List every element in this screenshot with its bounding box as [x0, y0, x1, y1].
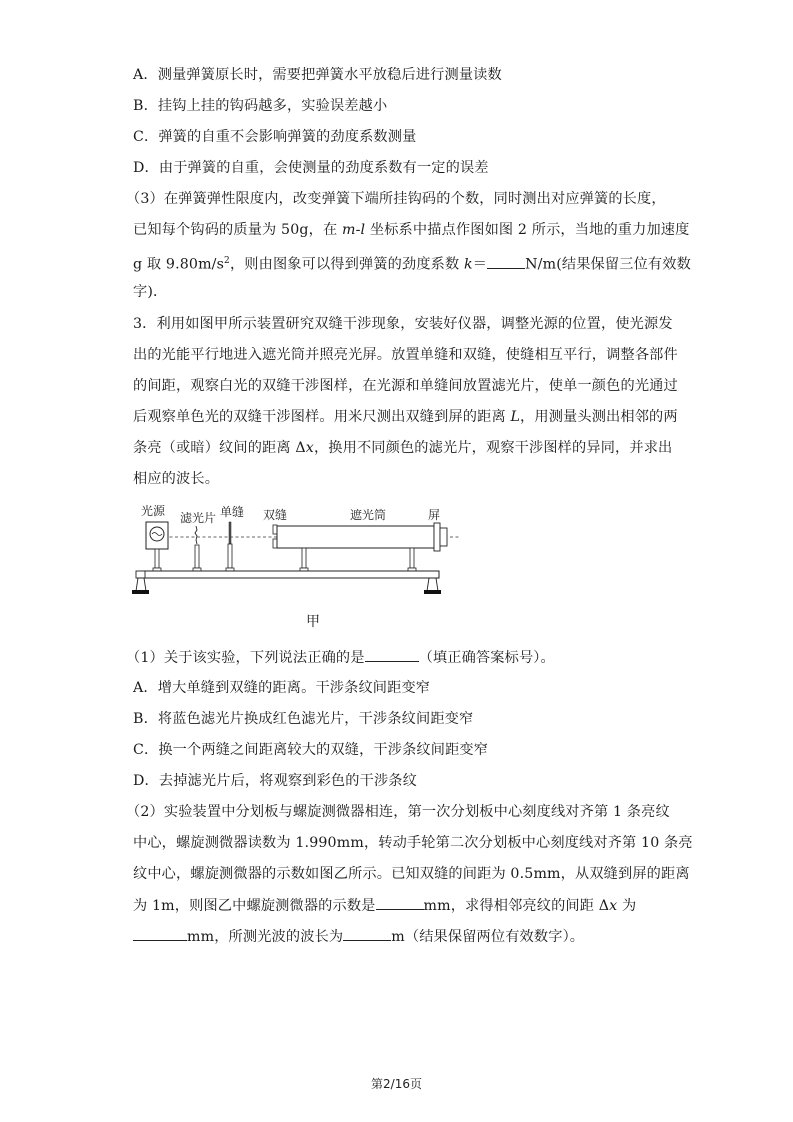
- screen-icon: [434, 523, 447, 551]
- option-label: D．: [133, 160, 159, 176]
- q3-part2-line5: [133, 926, 584, 947]
- q2-part3-line3: [133, 251, 691, 275]
- page-indicator: 第2/16页: [371, 1077, 422, 1091]
- option-text: 增大单缝到双缝的距离。干涉条纹间距变窄: [157, 680, 431, 696]
- filter-icon: [193, 526, 201, 571]
- q2-option-d: [133, 158, 489, 178]
- answer-blank-k[interactable]: [487, 254, 525, 269]
- light-shield-tube: [277, 526, 434, 571]
- text: ，则由图象可以得到弹簧的劲度系数: [229, 256, 464, 273]
- q3-part2-line4: [133, 895, 636, 916]
- option-text: 测量弹簧原长时，需要把弹簧水平放稳后进行测量读数: [157, 67, 502, 83]
- optical-bench: [132, 571, 441, 594]
- option-text: 去掉滤光片后，将观察到彩色的干涉条纹: [158, 773, 417, 789]
- text: 坐标系中描点作图如图 2 所示，当地的重力加速度: [365, 222, 690, 238]
- text: ，换用不同颜色的滤光片，观察干涉图样的异同，并求出: [313, 440, 673, 456]
- q3-part2-line2: 中心，螺旋测微器读数为 1.990mm，转动手轮第二次分划板中心刻度线对齐第 10 条亮: [133, 835, 693, 851]
- q3-part1-stem: [126, 647, 555, 668]
- label-filter: 滤光片: [180, 511, 217, 525]
- option-text: 将蓝色滤光片换成红色滤光片，干涉条纹间距变窄: [157, 711, 474, 727]
- text: mm，求得相邻亮纹的间距 Δ: [423, 898, 610, 914]
- variable-L: L: [510, 409, 521, 425]
- answer-blank-reading[interactable]: [376, 895, 424, 910]
- q3-intro-line6: 相应的波长。: [133, 471, 220, 487]
- double-slit-apparatus-diagram: [128, 498, 468, 608]
- answer-blank-wavelength[interactable]: [343, 926, 391, 941]
- q3-option-d: [133, 771, 417, 791]
- text: m（结果保留两位有效数字）。: [391, 929, 585, 945]
- option-label: A．: [133, 680, 158, 696]
- text: ，用测量头测出相邻的两: [520, 409, 678, 425]
- label-single-slit: 单缝: [220, 505, 245, 519]
- text: 为: [617, 898, 637, 914]
- q3-intro-line5: [133, 438, 672, 458]
- text: 已知每个钩码的质量为 50g，在: [133, 222, 342, 238]
- label-double-slit: 双缝: [263, 508, 288, 522]
- q3-part2-line1: （2）实验装置中分划板与螺旋测微器相连，第一次分划板中心刻度线对齐第 1 条亮纹: [126, 804, 670, 820]
- q3-intro-line2: 出的光能平行地进入遮光筒并照亮光屏。放置单缝和双缝，使缝相互平行，调整各部件: [133, 347, 678, 363]
- q2-option-a: [133, 65, 502, 85]
- option-label: D．: [133, 773, 159, 789]
- answer-blank-spacing[interactable]: [133, 926, 187, 941]
- option-text: 弹簧的自重不会影响弹簧的劲度系数测量: [158, 129, 417, 145]
- text: ＝: [472, 256, 488, 273]
- text: （1）关于该实验，下列说法正确的是: [126, 650, 365, 666]
- label-tube: 遮光筒: [350, 508, 387, 522]
- q3-intro-line3: 的间距，观察白光的双缝干涉图样，在光源和单缝间放置滤光片，使单一颜色的光通过: [133, 378, 678, 394]
- variable-m-l: m-l: [341, 222, 366, 238]
- text: 条亮（或暗）纹间的距离 Δ: [133, 440, 306, 456]
- text: g 取 9.80m/s: [133, 256, 225, 273]
- variable-k: k: [464, 256, 473, 273]
- option-text: 换一个两缝之间距离较大的双缝，干涉条纹间距变窄: [158, 742, 489, 758]
- q3-option-c: [133, 740, 488, 760]
- q2-part3-line4: 字)．: [133, 284, 168, 300]
- option-label: A．: [133, 67, 158, 83]
- q2-part3-line2: [133, 220, 689, 240]
- option-text: 挂钩上挂的钩码越多，实验误差越小: [157, 98, 388, 114]
- text: 后观察单色光的双缝干涉图样。用米尺测出双缝到屏的距离: [133, 409, 511, 425]
- figure-caption: 甲: [306, 614, 320, 630]
- option-text: 由于弹簧的自重，会使测量的劲度系数有一定的误差: [158, 160, 489, 176]
- text: mm，所测光波的波长为: [187, 929, 344, 945]
- text: （填正确答案标号）。: [418, 650, 555, 666]
- q3-intro-line1: 3．利用如图甲所示装置研究双缝干涉现象，安装好仪器，调整光源的位置，使光源发: [133, 316, 673, 332]
- variable-x: x: [609, 898, 618, 914]
- light-source-icon: [146, 522, 168, 571]
- q3-part2-line3: 纹中心，螺旋测微器的示数如图乙所示。已知双缝的间距为 0.5mm，从双缝到屏的距离: [133, 866, 690, 882]
- q3-option-a: [133, 678, 430, 698]
- answer-blank-choice[interactable]: [365, 647, 419, 662]
- option-label: C．: [133, 742, 159, 758]
- text: 为 1m，则图乙中螺旋测微器的示数是: [133, 898, 376, 914]
- q3-option-b: [133, 709, 473, 729]
- text: N/m(结果保留三位有效数: [525, 256, 691, 273]
- option-label: B．: [133, 98, 158, 114]
- variable-x: x: [305, 440, 314, 456]
- superscript: 2: [224, 256, 230, 266]
- q3-intro-line4: [133, 407, 678, 427]
- label-light-source: 光源: [141, 504, 166, 518]
- q2-option-b: [133, 96, 387, 116]
- double-slit-icon: [273, 525, 277, 548]
- q2-option-c: [133, 127, 416, 147]
- single-slit-icon: [226, 522, 234, 571]
- option-label: B．: [133, 711, 158, 727]
- q2-part3-line1: （3）在弹簧弹性限度内，改变弹簧下端所挂钩码的个数，同时测出对应弹簧的长度，: [126, 191, 666, 207]
- option-label: C．: [133, 129, 159, 145]
- label-screen: 屏: [428, 508, 441, 522]
